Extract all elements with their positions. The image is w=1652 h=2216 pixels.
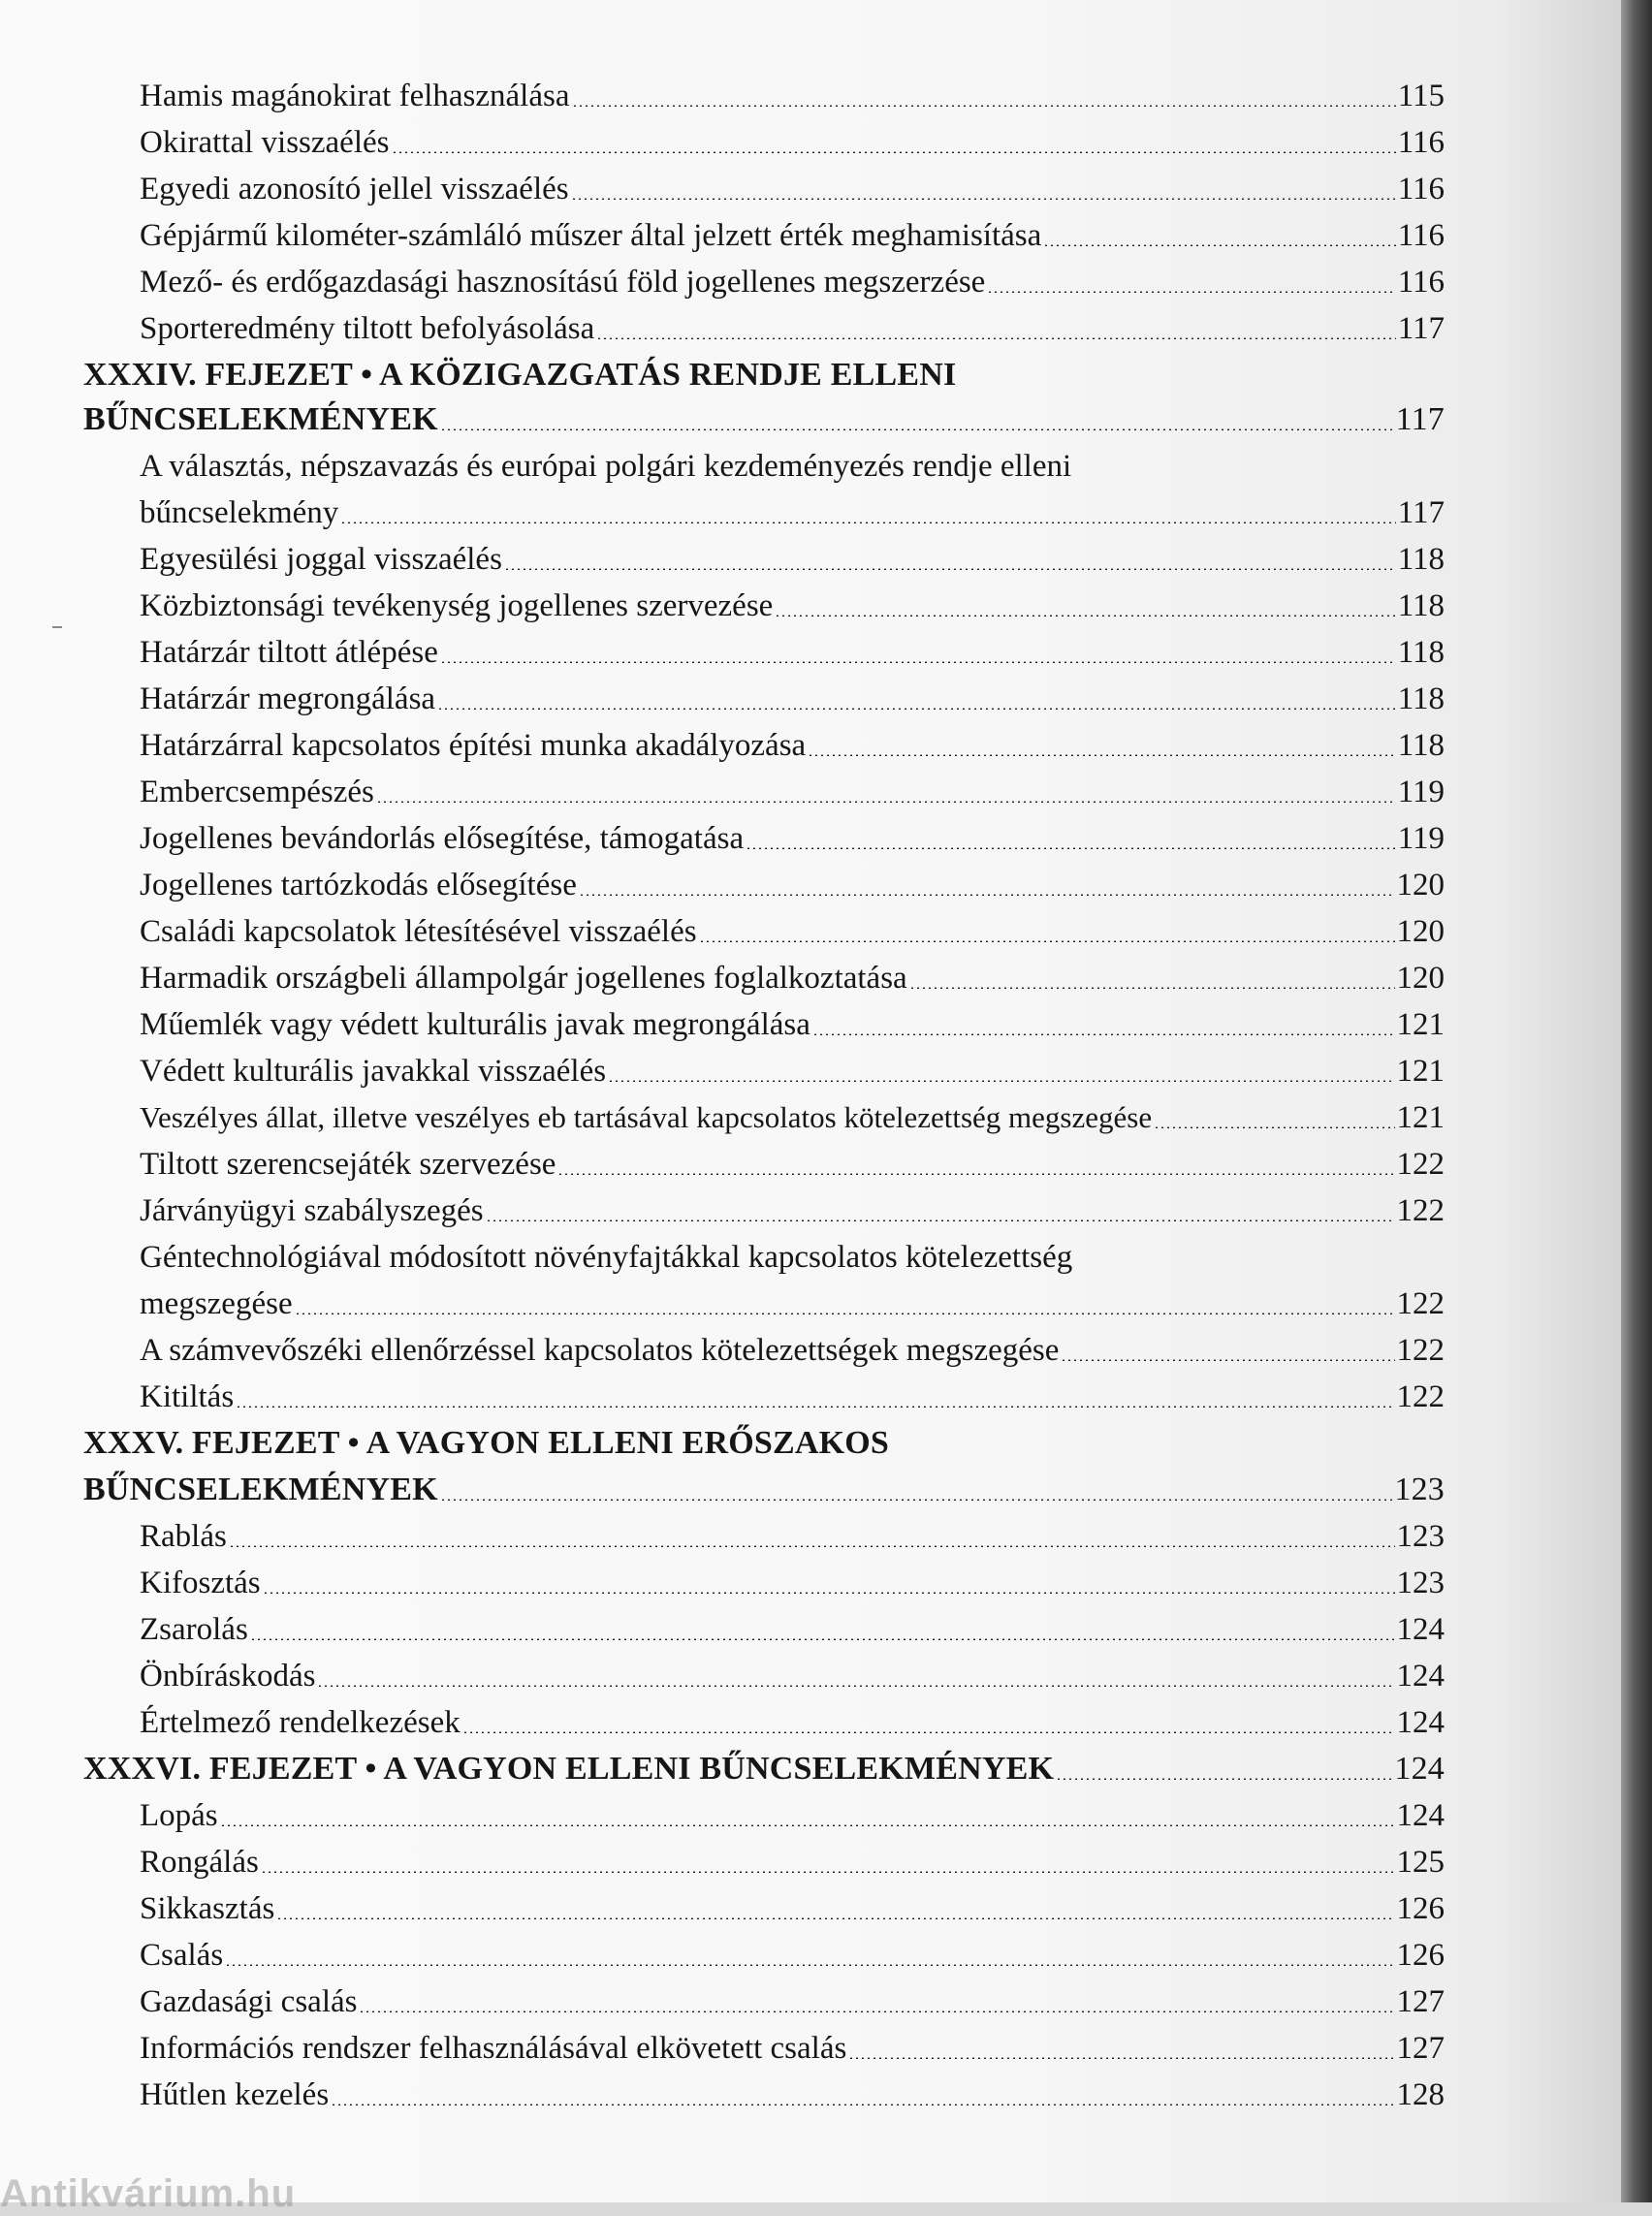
page-number: 127	[1396, 1984, 1445, 2019]
dot-leader	[572, 105, 1396, 107]
toc-entry: Sikkasztás 126	[140, 1886, 1445, 1931]
dot-leader	[225, 1964, 1394, 1966]
dot-leader	[263, 1592, 1395, 1594]
page-number: 121	[1396, 1054, 1445, 1089]
dot-leader	[317, 1685, 1394, 1687]
dot-leader	[1056, 1778, 1392, 1780]
page-number: 124	[1396, 1705, 1445, 1740]
dot-leader	[608, 1080, 1394, 1082]
toc-entry: Önbíráskodás 124	[140, 1654, 1445, 1698]
chapter-heading: XXXIV. FEJEZET • A KÖZIGAZGATÁS RENDJE ELLENI	[83, 357, 957, 393]
page-number: 120	[1396, 961, 1445, 996]
toc-entry: Egyedi azonosító jellel visszaélés 116	[140, 167, 1445, 211]
toc-entry: Gépjármű kilométer-számláló műszer által jelzett érték meghamisítása 116	[140, 213, 1445, 258]
dot-leader	[571, 198, 1396, 200]
page-number: 124	[1396, 1659, 1445, 1694]
page-number: 117	[1397, 311, 1445, 346]
page-number: 124	[1394, 1751, 1445, 1787]
page-number: 126	[1396, 1938, 1445, 1973]
dot-leader	[557, 1173, 1394, 1175]
page-number: 123	[1396, 1566, 1445, 1600]
page-number: 127	[1396, 2031, 1445, 2066]
toc-entry: Veszélyes állat, illetve veszélyes eb tartásával kapcsolatos kötelezettség megszegése 121	[140, 1095, 1445, 1140]
dot-leader	[596, 337, 1396, 339]
dot-leader	[579, 894, 1395, 896]
toc-entry: Zsarolás 124	[140, 1607, 1445, 1652]
dot-leader	[462, 1731, 1395, 1733]
chapter-heading: BŰNCSELEKMÉNYEK 117	[83, 397, 1445, 442]
toc-entry-continuation: megszegése 122	[140, 1282, 1445, 1326]
page-number: 119	[1397, 775, 1445, 809]
toc-entry: A választás, népszavazás és európai polgári kezdeményezés rendje elleni	[140, 449, 1072, 484]
dot-leader	[261, 1871, 1395, 1873]
toc-entry: Határzárral kapcsolatos építési munka akadályozása 118	[140, 723, 1445, 768]
toc-entry: Géntechnológiával módosított növényfajtákkal kapcsolatos kötelezettség	[140, 1240, 1073, 1275]
toc-entry: Kitiltás 122	[140, 1375, 1445, 1419]
toc-entry: Járványügyi szabályszegés 122	[140, 1188, 1445, 1233]
page-number: 122	[1396, 1193, 1445, 1228]
dot-leader	[236, 1406, 1394, 1408]
toc-entry: Sporteredmény tiltott befolyásolása 117	[140, 306, 1445, 351]
toc-entry: Közbiztonsági tevékenység jogellenes szervezése 118	[140, 584, 1445, 628]
dot-leader	[340, 522, 1395, 523]
dot-leader	[276, 1917, 1394, 1919]
page-number: 118	[1397, 542, 1445, 577]
page-number: 119	[1397, 821, 1445, 856]
dot-leader	[295, 1313, 1395, 1314]
toc-entry: Határzár megrongálása 118	[140, 677, 1445, 721]
toc-entry: Tiltott szerencsejáték szervezése 122	[140, 1142, 1445, 1187]
dot-leader	[1043, 244, 1395, 246]
toc-entry: Embercsempészés 119	[140, 770, 1445, 814]
page-number: 126	[1396, 1891, 1445, 1926]
watermark: Antikvárium.hu	[0, 2172, 297, 2215]
toc-entry: Hamis magánokirat felhasználása 115	[140, 74, 1445, 118]
page-edge-shadow	[1621, 0, 1652, 2202]
page-number: 122	[1396, 1333, 1445, 1368]
toc-entry: A számvevőszéki ellenőrzéssel kapcsolatos kötelezettségek megszegése 122	[140, 1328, 1445, 1373]
dot-leader	[909, 987, 1395, 989]
dot-leader	[440, 428, 1394, 430]
chapter-heading: BŰNCSELEKMÉNYEK 123	[83, 1468, 1445, 1512]
dot-leader	[1061, 1359, 1394, 1361]
page-number: 124	[1396, 1612, 1445, 1647]
toc-entry: Jogellenes tartózkodás elősegítése 120	[140, 863, 1445, 907]
toc-entry: Gazdasági csalás 127	[140, 1979, 1445, 2024]
toc-entry: Értelmező rendelkezések 124	[140, 1700, 1445, 1745]
dot-leader	[808, 754, 1396, 756]
page-number: 124	[1396, 1798, 1445, 1833]
page-number: 122	[1396, 1379, 1445, 1414]
toc-entry: Műemlék vagy védett kulturális javak megrongálása 121	[140, 1002, 1445, 1047]
dot-leader	[392, 151, 1396, 153]
dot-leader	[746, 847, 1396, 849]
toc-entry: Kifosztás 123	[140, 1561, 1445, 1605]
toc-entry: Védett kulturális javakkal visszaélés 121	[140, 1049, 1445, 1093]
page-number: 116	[1397, 265, 1445, 300]
toc-entry: Egyesülési joggal visszaélés 118	[140, 537, 1445, 582]
chapter-heading: XXXVI. FEJEZET • A VAGYON ELLENI BŰNCSELEKMÉNYEK 124	[83, 1747, 1445, 1791]
page-number: 117	[1395, 401, 1445, 437]
dot-leader	[440, 1499, 1393, 1501]
dot-leader	[376, 801, 1396, 803]
toc-entry: Hűtlen kezelés 128	[140, 2073, 1445, 2117]
dot-leader	[359, 2010, 1394, 2012]
page-number: 116	[1397, 125, 1445, 160]
page-number: 123	[1394, 1472, 1445, 1507]
page-number: 123	[1396, 1519, 1445, 1554]
dot-leader	[331, 2104, 1394, 2105]
page-number: 120	[1396, 868, 1445, 902]
toc-entry-continuation: bűncselekmény 117	[140, 491, 1445, 535]
page-number: 125	[1396, 1845, 1445, 1880]
dot-leader	[699, 940, 1395, 942]
page-number: 118	[1397, 681, 1445, 716]
toc-entry: Mező- és erdőgazdasági hasznosítású föld jogellenes megszerzése 116	[140, 260, 1445, 304]
chapter-heading: XXXV. FEJEZET • A VAGYON ELLENI ERŐSZAKOS	[83, 1425, 890, 1461]
toc-entry: Lopás 124	[140, 1793, 1445, 1838]
dot-leader	[250, 1638, 1395, 1640]
page-number: 122	[1396, 1147, 1445, 1182]
toc-entry: Csalás 126	[140, 1933, 1445, 1978]
toc-entry: Családi kapcsolatok létesítésével visszaélés 120	[140, 909, 1445, 954]
dot-leader	[437, 708, 1396, 710]
dot-leader	[812, 1033, 1395, 1035]
toc-entry: Határzár tiltott átlépése 118	[140, 630, 1445, 675]
toc-entry: Információs rendszer felhasználásával elkövetett csalás 127	[140, 2026, 1445, 2071]
page-number: 118	[1397, 588, 1445, 623]
dot-leader	[1154, 1126, 1394, 1128]
toc-entry: Jogellenes bevándorlás elősegítése, támogatása 119	[140, 816, 1445, 861]
page-number: 118	[1397, 635, 1445, 670]
page-number: 117	[1397, 495, 1445, 530]
dot-leader	[440, 661, 1396, 663]
page-number: 121	[1396, 1007, 1445, 1042]
page-number: 120	[1396, 914, 1445, 949]
page-number: 116	[1397, 172, 1445, 206]
dot-leader	[504, 568, 1396, 570]
dot-leader	[775, 615, 1395, 617]
dot-leader	[229, 1545, 1395, 1547]
dot-leader	[987, 291, 1395, 293]
dot-leader	[486, 1219, 1395, 1221]
page-number: 128	[1396, 2077, 1445, 2112]
toc-entry: Okirattal visszaélés 116	[140, 120, 1445, 165]
page-number: 116	[1397, 218, 1445, 253]
toc-entry: Rablás 123	[140, 1514, 1445, 1559]
page-number: 122	[1396, 1286, 1445, 1321]
toc-entry: Harmadik országbeli állampolgár jogellenes foglalkoztatása 120	[140, 956, 1445, 1000]
toc-entry: Rongálás 125	[140, 1840, 1445, 1884]
page-number: 115	[1397, 79, 1445, 113]
page-number: 118	[1397, 728, 1445, 763]
dot-leader	[848, 2057, 1394, 2059]
page-number: 121	[1396, 1100, 1445, 1135]
dot-leader	[220, 1824, 1395, 1826]
